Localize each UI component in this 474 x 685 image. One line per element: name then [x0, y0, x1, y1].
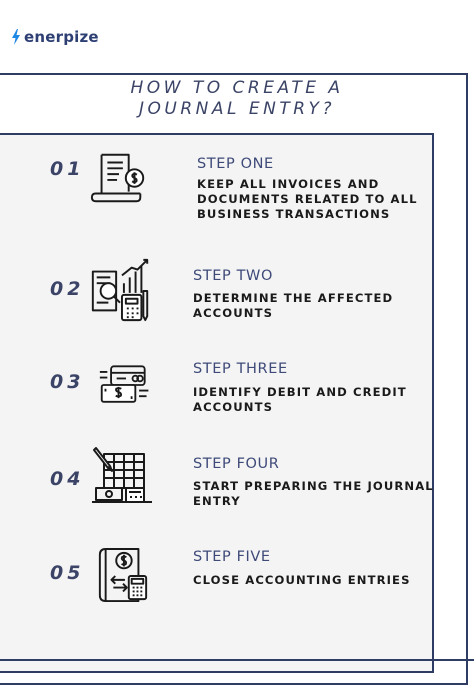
step-description: START PREPARING THE JOURNAL ENTRY	[193, 479, 434, 508]
financial-analysis-icon	[86, 256, 156, 324]
title-line-1: HOW TO CREATE A	[130, 78, 344, 98]
title-line-2: JOURNAL ENTRY?	[139, 99, 335, 119]
step-heading: STEP FOUR	[193, 456, 280, 472]
step-number: 05	[50, 562, 85, 584]
page-title	[0, 78, 474, 120]
cash-and-card-icon	[98, 362, 154, 408]
step-number: 01	[50, 158, 85, 180]
divider	[0, 659, 474, 661]
lightning-bolt-icon	[11, 29, 21, 45]
accounting-book-icon	[96, 545, 150, 607]
step-description: KEEP ALL INVOICES AND DOCUMENTS RELATED TO ALL BUSINESS TRANSACTIONS	[197, 177, 418, 221]
ledger-calculator-icon	[90, 444, 156, 506]
step-heading: STEP TWO	[193, 268, 273, 284]
step-description: DETERMINE THE AFFECTED ACCOUNTS	[193, 291, 394, 320]
step-number: 02	[50, 278, 85, 300]
step-number: 03	[50, 371, 85, 393]
brand-name: enerpize	[24, 28, 99, 46]
step-heading: STEP FIVE	[193, 549, 271, 565]
step-description: IDENTIFY DEBIT AND CREDIT ACCOUNTS	[193, 385, 407, 414]
step-heading: STEP THREE	[193, 361, 288, 377]
step-number: 04	[50, 468, 85, 490]
brand-logo	[11, 28, 99, 46]
step-description: CLOSE ACCOUNTING ENTRIES	[193, 573, 411, 587]
invoice-document-icon	[88, 150, 150, 206]
step-heading: STEP ONE	[197, 156, 274, 172]
